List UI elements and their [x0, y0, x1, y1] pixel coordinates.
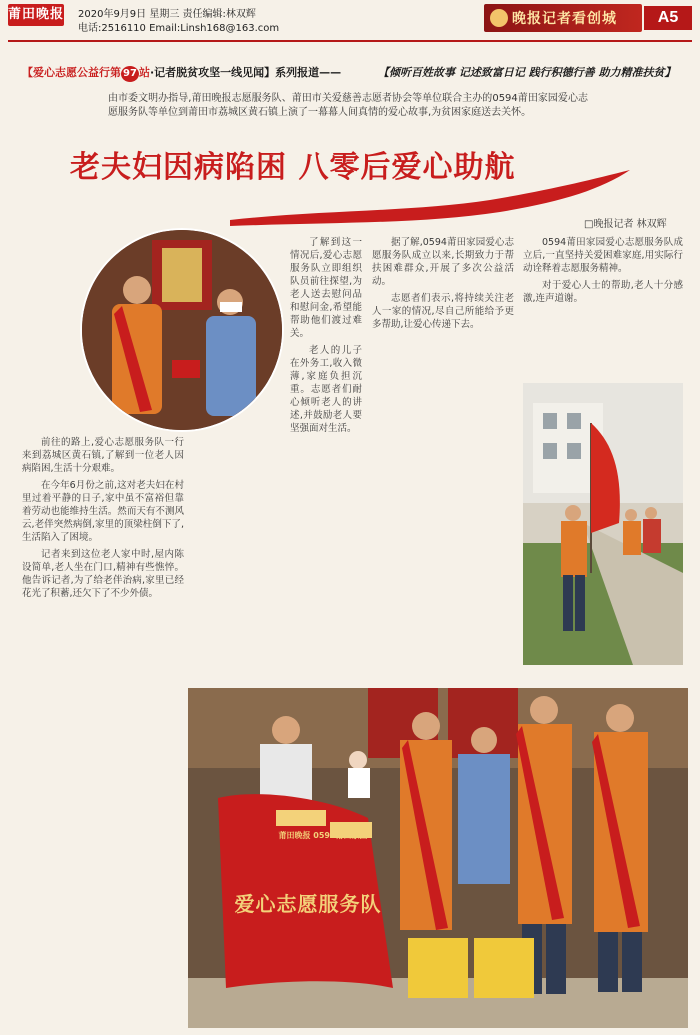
column-icon	[490, 9, 508, 27]
newspaper-logo: 莆田晚报	[8, 4, 64, 26]
byline: □晚报记者 林双辉	[584, 219, 667, 230]
paragraph: 记者来到这位老人家中时,屋内陈设简单,老人坐在门口,精神有些憔悴。他告诉记者,为了给老伴治病,家里已经花光了积蓄,还欠下了不少外债。	[22, 549, 184, 599]
page-number: A5	[644, 6, 692, 30]
paragraph: 了解到这一情况后,爱心志愿服务队立即组织队员前往探望,为老人送去慰问品和慰问金,希望能帮助他们渡过难关。	[290, 237, 362, 339]
paragraph: 在今年6月份之前,这对老夫妇在村里过着平静的日子,家中虽不富裕但靠着劳动也能维持生活。然而天有不测风云,老伴突然病倒,家里的顶梁柱倒下了,生活陷入了困境。	[22, 480, 184, 543]
kicker-mid: 站	[139, 66, 150, 79]
banner-subtitle: 莆田晚报 0594莆田家园	[278, 831, 368, 840]
masthead-rule	[8, 40, 692, 42]
date-line: 2020年9月9日 星期三 责任编辑:林双辉	[78, 9, 256, 20]
intro-paragraph: 由市委文明办指导,莆田晚报志愿服务队、莆田市关爱慈善志愿者协会等单位联合主办的0594莆田家园爱心志愿服务队等单位到莆田市荔城区黄石镇上演了一幕幕人间真情的爱心故事,为贫困家庭送去关怀。	[108, 93, 588, 118]
photo-group-with-banner	[188, 688, 688, 1028]
paragraph: 老人的儿子在外务工,收入微薄,家庭负担沉重。志愿者们耐心倾听老人的讲述,并鼓励老人要坚强面对生活。	[290, 345, 362, 434]
headline: 老夫妇因病陷困 八零后爱心助航	[70, 150, 516, 185]
headline-ribbon	[230, 170, 630, 230]
photo-volunteers-walking	[523, 383, 683, 665]
paragraph: 前往的路上,爱心志愿服务队一行来到荔城区黄石镇,了解到一位老人因病陷困,生活十分艰难。	[22, 437, 184, 474]
column-banner	[484, 4, 642, 32]
issue-number-badge: 97	[121, 66, 139, 82]
series-kicker	[22, 64, 341, 82]
article-column-3	[372, 236, 514, 676]
paragraph: 0594莆田家园爱心志愿服务队成立后,一直坚持关爱困难家庭,用实际行动诠释着志愿服务精神。	[523, 237, 683, 274]
paragraph: 志愿者们表示,将持续关注老人一家的情况,尽自己所能给予更多帮助,让爱心传递下去。	[372, 293, 514, 330]
article-column-2-lower	[190, 436, 362, 676]
kicker-prefix: 【爱心志愿公益行第	[22, 66, 121, 79]
contact-line: 电话:2516110 Email:Linsh168@163.com	[78, 23, 280, 34]
paragraph: 对于爱心人士的帮助,老人十分感激,连声道谢。	[523, 280, 683, 304]
banner-title: 爱心志愿服务队	[234, 892, 382, 916]
series-slogan: 【倾听百姓故事 记述致富日记 践行积德行善 助力精准扶贫】	[378, 66, 676, 79]
paragraph: 据了解,0594莆田家园爱心志愿服务队成立以来,长期致力于帮扶困难群众,开展了多次公益活动。	[372, 237, 514, 287]
photo-volunteer-with-elder	[80, 228, 284, 432]
article-column-4	[523, 236, 683, 376]
article-column-1-lower	[22, 436, 184, 1024]
kicker-suffix: ·记者脱贫攻坚一线见闻】系列报道——	[150, 66, 342, 79]
masthead	[8, 4, 692, 38]
column-name: 晚报记者看创城	[512, 11, 617, 27]
